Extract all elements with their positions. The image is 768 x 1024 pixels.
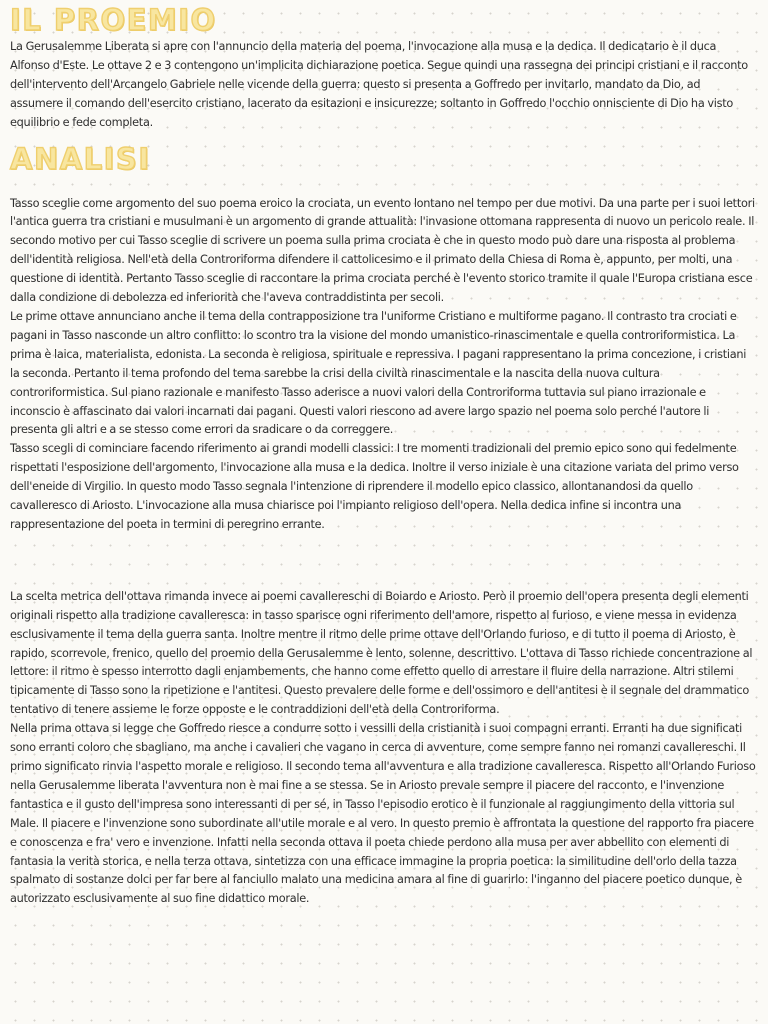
section-spacer xyxy=(10,535,756,588)
analisi-heading: ANALISI xyxy=(10,141,151,176)
analisi-paragraph-2: Le prime ottave annunciano anche il tema della contrapposizione tra l'uniforme Cristiano e multiforme pagano. Il contrasto tra crociati e pagani in Tasso nasconde un altro conflitto: lo scontro tra la visione del mondo umanistico-rinascimentale e quella controriformistica. La prima è laica, materialista, edonista. La seconda è religiosa, spirituale e repressiva. I pagani rappresentano la prima concezione, i cristiani la seconda. Pertanto il tema profondo del tema sarebbe la crisi della civiltà rinascimentale e la nascita della nuova cultura controriformistica. Sul piano razionale e manifesto Tasso aderisce a nuovi valori della Controriforma tuttavia sul piano irrazionale e inconscio è affascinato dai valori incarnati dai pagani. Questi valori riescono ad avere largo spazio nel poema solo perché l'autore li presenta gli altri e a se stesso come errori da sradicare o da correggere. xyxy=(10,309,747,437)
analisi-paragraph-1: Tasso sceglie come argomento del suo poema eroico la crociata, un evento lontano nel tempo per due motivi. Da una parte per i suoi lettori l'antica guerra tra cristiani e musulmani è un argomento di grande attualità: l'invasione ottomana rappresenta di nuovo un pericolo reale. Il secondo motivo per cui Tasso sceglie di scrivere un poema sulla prima crociata è che in questo modo può dare una risposta al problema dell'identità religiosa. Nell'età della Controriforma difendere il cattolicesimo e il primato della Chiesa di Roma è, appunto, per molti, una questione di identità. Pertanto Tasso sceglie di raccontare la prima crociata perché è l'evento storico tramite il quale l'Europa cristiana esce dalla condizione di debolezza ed inferiorità che l'aveva contraddistinta per secoli. xyxy=(10,196,755,305)
analisi-paragraph-3: Tasso scegli di cominciare facendo riferimento ai grandi modelli classici: I tre momenti tradizionali del premio epico sono qui fedelmente rispettati l'esposizione dell'argomento, l'invocazione alla musa e la dedica. Inoltre il verso iniziale è una citazione variata del primo verso dell'eneide di Virgilio. In questo modo Tasso segnala l'intenzione di riprendere il modello epico classico, allontanandosi da quello cavalleresco di Ariosto. L'invocazione alla musa chiarisce poi l'impianto religioso dell'opera. Nella dedica infine si incontra una rappresentazione del poeta in termini di peregrino errante. xyxy=(10,442,739,531)
analisi-paragraph-5: Nella prima ottava si legge che Goffredo riesce a condurre sotto i vessilli della cristianità i suoi compagni erranti. Erranti ha due significati sono erranti coloro che sbagliano, ma anche i cavalieri che vagano in cerca di avventure, come sempre fanno nei romanzi cavallereschi. Il primo significato rinvia l'aspetto morale e religioso. Il secondo tema all'avventura e alla tradizione cavalleresca. Rispetto all'Orlando Furioso nella Gerusalemme liberata l'avventura non è mai fine a se stessa. Se in Ariosto prevale sempre il piacere del racconto, e l'invenzione fantastica e il gusto dell'impresa sono interessanti di per sé, in Tasso l'episodio erotico è il funzionale al raggiungimento della vittoria sul Male. Il piacere e l'invenzione sono subordinate all'utile morale e al vero. In questo premio è affrontata la questione del rapporto fra piacere e conoscenza e fra' vero e invenzione. Infatti nella seconda ottava il poeta chiede perdono alla musa per aver abbellito con elementi di fantasia la verità storica, e nella terza ottava, sintetizza con una efficace immagine la propria poetica: la similitudine dell'orlo della tazza spalmato di sostanze dolci per far bere al fanciullo malato una medicina amara al fine di guarirlo: l'inganno del piacere poetico dunque, è autorizzato esclusivamente al suo fine didattico morale. xyxy=(10,722,756,906)
analisi-paragraph-4: La scelta metrica dell'ottava rimanda invece ai poemi cavallereschi di Boiardo e Ariosto. Però il proemio dell'opera presenta degli elementi originali rispetto alla tradizione cavalleresca: in tasso sparisce ogni riferimento dell'amore, rispetto al furioso, e viene messa in evidenza esclusivamente il tema della guerra santa. Inoltre mentre il ritmo delle prime ottave dell'Orlando furioso, e di tutto il poema di Ariosto, è rapido, scorrevole, frenico, quello del proemio della Gerusalemme è lento, solenne, descrittivo. L'ottava di Tasso richiede concentrazione al lettore: il ritmo è spesso interrotto dagli enjambements, che hanno come effetto quello di arrestare il fluire della narrazione. Altri stilemi tipicamente di Tasso sono la ripetizione e l'antitesi. Questo prevalere delle forme e dell'ossimoro e dell'antitesi è il segnale del drammatico tentativo di tenere assieme le forze opposte e le contraddizioni dell'età della Controriforma. xyxy=(10,589,753,717)
proemio-heading: IL PROEMIO xyxy=(10,3,217,37)
proemio-paragraph: La Gerusalemme Liberata si apre con l'annuncio della materia del poema, l'invocazione alla musa e la dedica. Il dedicatario è il duca Alfonso d'Este. Le ottave 2 e 3 contengono un'implicita dichiarazione poetica. Segue quindi una rassegna dei principi cristiani e il racconto dell'intervento dell'Arcangelo Gabriele nelle vicende della guerra: questo si presenta a Goffredo per invitarlo, mandato da Dio, ad assumere il comando dell'esercito cristiano, lacerato da esitazioni e insicurezze; soltanto in Goffredo l'occhio onnisciente di Dio ha visto equilibrio e fede completa. xyxy=(10,40,748,129)
